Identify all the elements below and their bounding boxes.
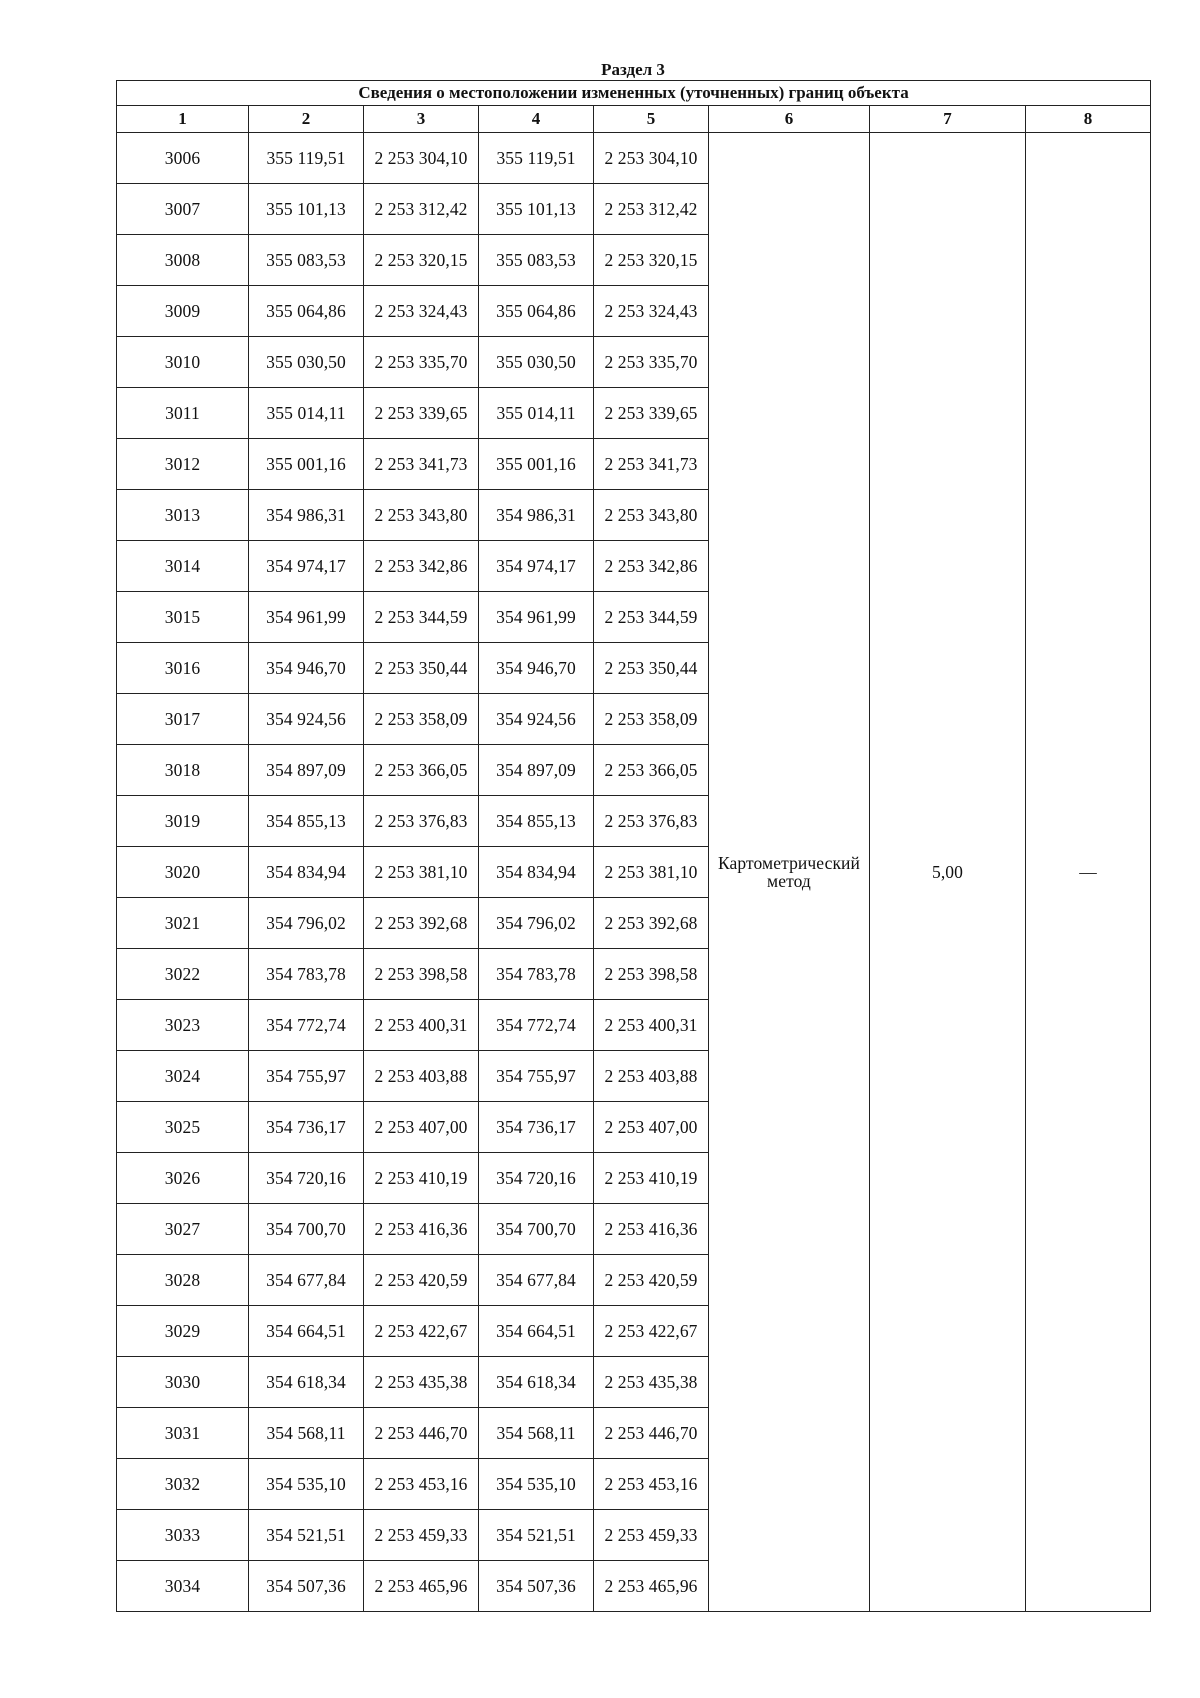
point-number-cell: 3020 <box>117 847 249 898</box>
x-coordinate-cell: 354 755,97 <box>479 1051 594 1102</box>
x-coordinate-cell: 354 946,70 <box>479 643 594 694</box>
y-coordinate-cell: 2 253 342,86 <box>594 541 709 592</box>
y-coordinate-cell: 2 253 312,42 <box>364 184 479 235</box>
column-number: 6 <box>709 106 870 133</box>
x-coordinate-cell: 354 834,94 <box>249 847 364 898</box>
y-coordinate-cell: 2 253 304,10 <box>594 133 709 184</box>
point-number-cell: 3028 <box>117 1255 249 1306</box>
y-coordinate-cell: 2 253 446,70 <box>594 1408 709 1459</box>
x-coordinate-cell: 354 772,74 <box>249 1000 364 1051</box>
description-cell: — <box>1026 133 1151 1612</box>
point-number-cell: 3007 <box>117 184 249 235</box>
y-coordinate-cell: 2 253 416,36 <box>594 1204 709 1255</box>
y-coordinate-cell: 2 253 400,31 <box>594 1000 709 1051</box>
y-coordinate-cell: 2 253 403,88 <box>594 1051 709 1102</box>
y-coordinate-cell: 2 253 422,67 <box>594 1306 709 1357</box>
point-number-cell: 3032 <box>117 1459 249 1510</box>
y-coordinate-cell: 2 253 422,67 <box>364 1306 479 1357</box>
x-coordinate-cell: 355 001,16 <box>249 439 364 490</box>
y-coordinate-cell: 2 253 358,09 <box>594 694 709 745</box>
y-coordinate-cell: 2 253 350,44 <box>594 643 709 694</box>
column-number: 4 <box>479 106 594 133</box>
y-coordinate-cell: 2 253 324,43 <box>364 286 479 337</box>
x-coordinate-cell: 355 119,51 <box>479 133 594 184</box>
point-number-cell: 3021 <box>117 898 249 949</box>
method-cell <box>709 133 870 1612</box>
x-coordinate-cell: 354 946,70 <box>249 643 364 694</box>
x-coordinate-cell: 355 064,86 <box>479 286 594 337</box>
point-number-cell: 3011 <box>117 388 249 439</box>
x-coordinate-cell: 354 720,16 <box>249 1153 364 1204</box>
x-coordinate-cell: 354 677,84 <box>249 1255 364 1306</box>
y-coordinate-cell: 2 253 324,43 <box>594 286 709 337</box>
x-coordinate-cell: 354 986,31 <box>249 490 364 541</box>
point-number-cell: 3027 <box>117 1204 249 1255</box>
x-coordinate-cell: 355 064,86 <box>249 286 364 337</box>
x-coordinate-cell: 354 974,17 <box>479 541 594 592</box>
x-coordinate-cell: 354 618,34 <box>249 1357 364 1408</box>
x-coordinate-cell: 354 897,09 <box>249 745 364 796</box>
point-number-cell: 3013 <box>117 490 249 541</box>
y-coordinate-cell: 2 253 376,83 <box>594 796 709 847</box>
point-number-cell: 3019 <box>117 796 249 847</box>
y-coordinate-cell: 2 253 381,10 <box>594 847 709 898</box>
section-title: Раздел 3 <box>601 60 665 79</box>
x-coordinate-cell: 354 568,11 <box>479 1408 594 1459</box>
x-coordinate-cell: 354 664,51 <box>249 1306 364 1357</box>
x-coordinate-cell: 354 796,02 <box>249 898 364 949</box>
point-number-cell: 3014 <box>117 541 249 592</box>
x-coordinate-cell: 354 677,84 <box>479 1255 594 1306</box>
y-coordinate-cell: 2 253 392,68 <box>594 898 709 949</box>
x-coordinate-cell: 354 664,51 <box>479 1306 594 1357</box>
y-coordinate-cell: 2 253 335,70 <box>594 337 709 388</box>
column-number: 3 <box>364 106 479 133</box>
x-coordinate-cell: 355 101,13 <box>249 184 364 235</box>
y-coordinate-cell: 2 253 420,59 <box>594 1255 709 1306</box>
x-coordinate-cell: 354 796,02 <box>479 898 594 949</box>
y-coordinate-cell: 2 253 410,19 <box>594 1153 709 1204</box>
x-coordinate-cell: 354 568,11 <box>249 1408 364 1459</box>
table-row <box>117 133 1151 184</box>
x-coordinate-cell: 354 521,51 <box>249 1510 364 1561</box>
x-coordinate-cell: 354 855,13 <box>479 796 594 847</box>
y-coordinate-cell: 2 253 398,58 <box>594 949 709 1000</box>
x-coordinate-cell: 355 101,13 <box>479 184 594 235</box>
point-number-cell: 3030 <box>117 1357 249 1408</box>
y-coordinate-cell: 2 253 376,83 <box>364 796 479 847</box>
y-coordinate-cell: 2 253 435,38 <box>594 1357 709 1408</box>
x-coordinate-cell: 354 755,97 <box>249 1051 364 1102</box>
point-number-cell: 3029 <box>117 1306 249 1357</box>
column-number: 7 <box>870 106 1026 133</box>
x-coordinate-cell: 354 521,51 <box>479 1510 594 1561</box>
column-number: 2 <box>249 106 364 133</box>
y-coordinate-cell: 2 253 446,70 <box>364 1408 479 1459</box>
accuracy-cell: 5,00 <box>870 133 1026 1612</box>
coordinates-table <box>116 80 1151 1612</box>
point-number-cell: 3015 <box>117 592 249 643</box>
y-coordinate-cell: 2 253 416,36 <box>364 1204 479 1255</box>
column-number: 8 <box>1026 106 1151 133</box>
y-coordinate-cell: 2 253 339,65 <box>594 388 709 439</box>
y-coordinate-cell: 2 253 403,88 <box>364 1051 479 1102</box>
x-coordinate-cell: 354 961,99 <box>479 592 594 643</box>
x-coordinate-cell: 355 030,50 <box>479 337 594 388</box>
table-body <box>117 133 1151 1612</box>
y-coordinate-cell: 2 253 420,59 <box>364 1255 479 1306</box>
column-number-row <box>117 106 1151 133</box>
point-number-cell: 3009 <box>117 286 249 337</box>
point-number-cell: 3012 <box>117 439 249 490</box>
point-number-cell: 3034 <box>117 1561 249 1612</box>
point-number-cell: 3018 <box>117 745 249 796</box>
x-coordinate-cell: 354 736,17 <box>479 1102 594 1153</box>
x-coordinate-cell: 354 986,31 <box>479 490 594 541</box>
y-coordinate-cell: 2 253 407,00 <box>364 1102 479 1153</box>
x-coordinate-cell: 355 119,51 <box>249 133 364 184</box>
y-coordinate-cell: 2 253 459,33 <box>364 1510 479 1561</box>
y-coordinate-cell: 2 253 342,86 <box>364 541 479 592</box>
x-coordinate-cell: 355 083,53 <box>249 235 364 286</box>
method-line-1: Картометрический <box>718 853 860 873</box>
x-coordinate-cell: 354 961,99 <box>249 592 364 643</box>
y-coordinate-cell: 2 253 344,59 <box>364 592 479 643</box>
x-coordinate-cell: 354 772,74 <box>479 1000 594 1051</box>
y-coordinate-cell: 2 253 398,58 <box>364 949 479 1000</box>
y-coordinate-cell: 2 253 400,31 <box>364 1000 479 1051</box>
x-coordinate-cell: 354 855,13 <box>249 796 364 847</box>
y-coordinate-cell: 2 253 453,16 <box>594 1459 709 1510</box>
point-number-cell: 3006 <box>117 133 249 184</box>
y-coordinate-cell: 2 253 358,09 <box>364 694 479 745</box>
point-number-cell: 3016 <box>117 643 249 694</box>
y-coordinate-cell: 2 253 341,73 <box>364 439 479 490</box>
x-coordinate-cell: 354 736,17 <box>249 1102 364 1153</box>
x-coordinate-cell: 355 030,50 <box>249 337 364 388</box>
method-line-2: метод <box>767 871 811 891</box>
y-coordinate-cell: 2 253 320,15 <box>364 235 479 286</box>
x-coordinate-cell: 354 535,10 <box>249 1459 364 1510</box>
y-coordinate-cell: 2 253 343,80 <box>594 490 709 541</box>
y-coordinate-cell: 2 253 459,33 <box>594 1510 709 1561</box>
x-coordinate-cell: 354 507,36 <box>249 1561 364 1612</box>
y-coordinate-cell: 2 253 341,73 <box>594 439 709 490</box>
column-number: 5 <box>594 106 709 133</box>
point-number-cell: 3026 <box>117 1153 249 1204</box>
y-coordinate-cell: 2 253 350,44 <box>364 643 479 694</box>
point-number-cell: 3033 <box>117 1510 249 1561</box>
table-caption-row <box>117 81 1151 106</box>
y-coordinate-cell: 2 253 339,65 <box>364 388 479 439</box>
x-coordinate-cell: 354 618,34 <box>479 1357 594 1408</box>
y-coordinate-cell: 2 253 410,19 <box>364 1153 479 1204</box>
x-coordinate-cell: 354 720,16 <box>479 1153 594 1204</box>
y-coordinate-cell: 2 253 320,15 <box>594 235 709 286</box>
x-coordinate-cell: 354 783,78 <box>249 949 364 1000</box>
point-number-cell: 3023 <box>117 1000 249 1051</box>
y-coordinate-cell: 2 253 344,59 <box>594 592 709 643</box>
y-coordinate-cell: 2 253 465,96 <box>364 1561 479 1612</box>
x-coordinate-cell: 354 897,09 <box>479 745 594 796</box>
y-coordinate-cell: 2 253 392,68 <box>364 898 479 949</box>
x-coordinate-cell: 354 924,56 <box>479 694 594 745</box>
x-coordinate-cell: 354 535,10 <box>479 1459 594 1510</box>
point-number-cell: 3031 <box>117 1408 249 1459</box>
y-coordinate-cell: 2 253 304,10 <box>364 133 479 184</box>
y-coordinate-cell: 2 253 435,38 <box>364 1357 479 1408</box>
column-number: 1 <box>117 106 249 133</box>
x-coordinate-cell: 355 014,11 <box>249 388 364 439</box>
point-number-cell: 3022 <box>117 949 249 1000</box>
y-coordinate-cell: 2 253 407,00 <box>594 1102 709 1153</box>
y-coordinate-cell: 2 253 312,42 <box>594 184 709 235</box>
point-number-cell: 3017 <box>117 694 249 745</box>
y-coordinate-cell: 2 253 343,80 <box>364 490 479 541</box>
x-coordinate-cell: 354 700,70 <box>249 1204 364 1255</box>
x-coordinate-cell: 355 083,53 <box>479 235 594 286</box>
point-number-cell: 3008 <box>117 235 249 286</box>
y-coordinate-cell: 2 253 465,96 <box>594 1561 709 1612</box>
x-coordinate-cell: 354 924,56 <box>249 694 364 745</box>
x-coordinate-cell: 354 834,94 <box>479 847 594 898</box>
table-caption: Сведения о местоположении измененных (уточненных) границ объекта <box>117 81 1151 106</box>
y-coordinate-cell: 2 253 453,16 <box>364 1459 479 1510</box>
x-coordinate-cell: 354 974,17 <box>249 541 364 592</box>
point-number-cell: 3024 <box>117 1051 249 1102</box>
point-number-cell: 3025 <box>117 1102 249 1153</box>
point-number-cell: 3010 <box>117 337 249 388</box>
x-coordinate-cell: 354 783,78 <box>479 949 594 1000</box>
y-coordinate-cell: 2 253 381,10 <box>364 847 479 898</box>
y-coordinate-cell: 2 253 335,70 <box>364 337 479 388</box>
x-coordinate-cell: 354 700,70 <box>479 1204 594 1255</box>
y-coordinate-cell: 2 253 366,05 <box>594 745 709 796</box>
x-coordinate-cell: 354 507,36 <box>479 1561 594 1612</box>
x-coordinate-cell: 355 001,16 <box>479 439 594 490</box>
method-text <box>718 854 860 890</box>
y-coordinate-cell: 2 253 366,05 <box>364 745 479 796</box>
x-coordinate-cell: 355 014,11 <box>479 388 594 439</box>
